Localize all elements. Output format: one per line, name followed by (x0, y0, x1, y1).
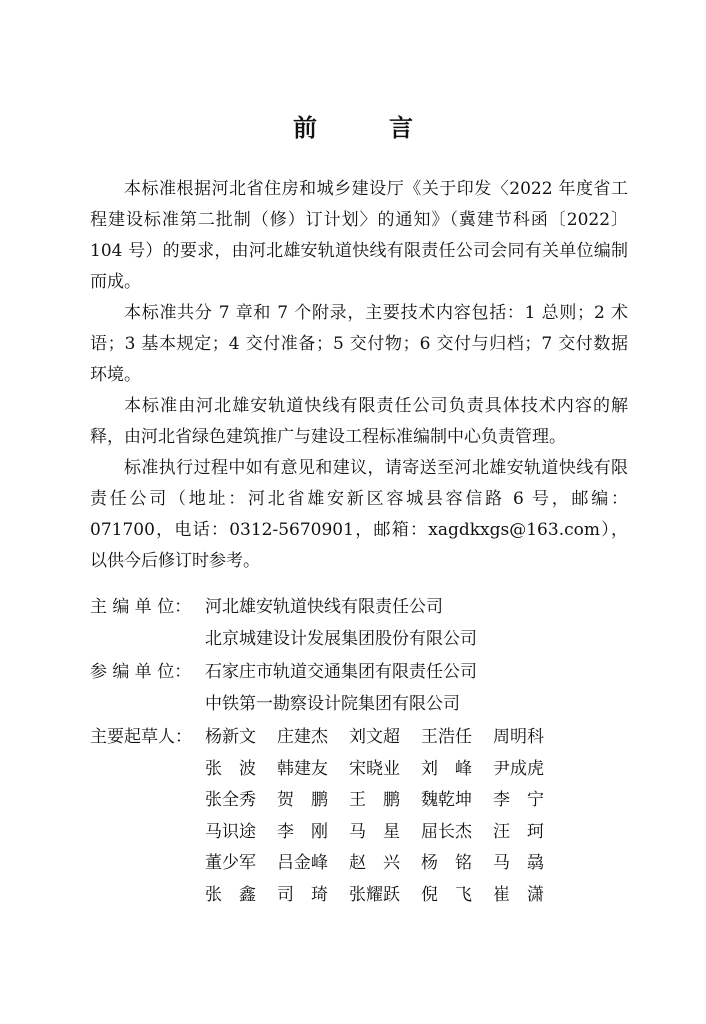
drafter-name: 魏乾坤 (421, 790, 472, 810)
drafter-name: 杨 铭 (421, 853, 472, 873)
drafters-label: 主要起草人： (90, 727, 192, 747)
drafter-name: 赵 兴 (349, 853, 400, 873)
participating-units-label: 参 编 单 位： (90, 662, 192, 682)
drafters-row (90, 848, 628, 880)
credits-section (90, 592, 628, 913)
preface-body (90, 174, 628, 577)
drafter-name: 王浩任 (421, 727, 472, 747)
drafters-row (90, 817, 628, 849)
drafters-row (90, 880, 628, 912)
drafter-name: 贺 鹏 (277, 790, 328, 810)
drafter-name: 宋晓业 (349, 758, 400, 779)
drafter-name: 张耀跃 (349, 884, 400, 905)
drafters-row (90, 785, 628, 817)
drafter-name: 周明科 (493, 727, 544, 747)
chief-units-label: 主 编 单 位： (90, 597, 192, 617)
paragraph-basis: 本标准根据河北省住房和城乡建设厅《关于印发〈2022 年度省工程建设标准第二批制（修）订计划〉的通知》（冀建节科函〔2022〕104 号）的要求，由河北雄安轨道快线有限责任公司会同有关单位编制而成。 (90, 179, 628, 292)
drafter-name: 刘 峰 (421, 758, 472, 779)
drafter-name: 董少军 (205, 853, 256, 873)
participating-unit: 中铁第一勘察设计院集团有限公司 (205, 693, 460, 714)
drafter-name: 吕金峰 (277, 853, 328, 873)
drafter-name: 庄建杰 (277, 727, 328, 747)
drafter-name: 汪 珂 (493, 821, 544, 842)
drafter-name: 张 鑫 (205, 884, 256, 905)
chief-unit-row (90, 592, 628, 624)
drafter-name: 刘文超 (349, 727, 400, 747)
drafter-name: 屈长杰 (421, 821, 472, 842)
drafter-name: 韩建友 (277, 758, 328, 779)
drafter-name: 马 骉 (493, 853, 544, 873)
drafter-name: 张 波 (205, 758, 256, 779)
paragraph-contents: 本标准共分 7 章和 7 个附录，主要技术内容包括：1 总则；2 术语；3 基本规定；4 交付准备；5 交付物；6 交付与归档；7 交付数据环境。 (90, 303, 628, 385)
participating-units-section (90, 657, 628, 720)
participating-unit-row (90, 657, 628, 689)
drafters-row (90, 754, 628, 786)
chief-unit-row (90, 624, 628, 656)
drafter-name: 王 鹏 (349, 790, 400, 810)
drafter-name: 杨新文 (205, 727, 256, 747)
paragraph-feedback: 标准执行过程中如有意见和建议，请寄送至河北雄安轨道快线有限责任公司（地址：河北省雄安新区容城县容信路 6 号，邮编：071700，电话：0312-5670901，邮箱：xagdkxgs@163.com），以供今后修订时参考。 (90, 458, 628, 571)
chief-unit: 北京城建设计发展集团股份有限公司 (205, 628, 477, 649)
drafters-row (90, 722, 628, 754)
drafter-name: 张全秀 (205, 790, 256, 810)
drafter-name: 崔 潇 (493, 884, 544, 905)
drafter-name: 司 琦 (277, 884, 328, 905)
drafter-name: 马识途 (205, 821, 256, 842)
chief-units-section (90, 592, 628, 655)
drafter-name: 马 星 (349, 821, 400, 842)
drafter-name: 李 刚 (277, 821, 328, 842)
chief-unit: 河北雄安轨道快线有限责任公司 (205, 597, 443, 617)
drafter-name: 李 宁 (493, 790, 544, 810)
drafters-section (90, 722, 628, 911)
participating-unit-row (90, 689, 628, 721)
paragraph-interpretation: 本标准由河北雄安轨道快线有限责任公司负责具体技术内容的解释，由河北省绿色建筑推广与建设工程标准编制中心负责管理。 (90, 396, 628, 447)
page-title: 前 言 (293, 114, 437, 142)
participating-unit: 石家庄市轨道交通集团有限责任公司 (205, 662, 477, 682)
drafter-name: 尹成虎 (493, 758, 544, 779)
drafter-name: 倪 飞 (421, 884, 472, 905)
